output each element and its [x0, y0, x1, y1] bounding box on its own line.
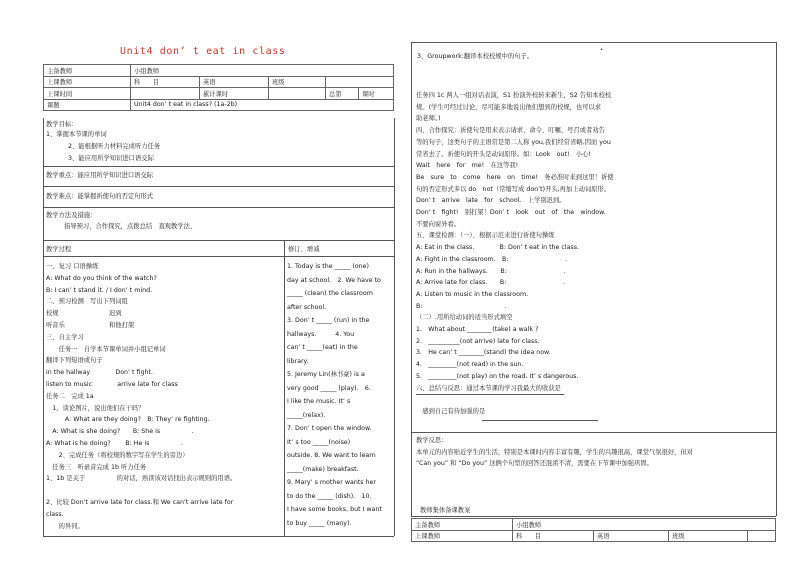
divider-objectives	[43, 166, 394, 167]
teaching-difficulty: 教学难点：能掌握祈使句的否定句形式	[46, 193, 154, 200]
content-line: 常省去了。祈使句的开头是动词原形。如：Look out! 小心!	[416, 150, 591, 158]
process-line: 一、复习 口语操练	[46, 263, 99, 270]
content-line: A: Fight in the classroom. B: .	[416, 255, 568, 263]
process-line: B: I can’ t stand it. / I don’ t mind.	[46, 286, 153, 294]
content-line: 2. __________(not arrive) late for class.	[416, 337, 540, 345]
bottom-label-class: 班级	[669, 530, 748, 542]
methods-heading: 教学方法及措施：	[46, 212, 97, 219]
content-line: 等的句子，这类句子的主语常是第二人称 you,我们经常省略,因而 you	[416, 138, 611, 146]
bottom-label-main-teacher: 主备教师	[412, 519, 513, 531]
header-subject-value: 英语	[200, 76, 269, 88]
header-time-value	[131, 88, 200, 100]
content-line: A: Arrive late for class. B: .	[416, 279, 566, 287]
bottom-heading: 教师集体备课教案	[420, 507, 471, 514]
process-line: 1、谈论图片，说出他们在干吗？	[46, 404, 145, 412]
divider-difficulty	[43, 207, 394, 208]
divider-process-header	[43, 256, 394, 257]
revision-line: outside. 8. We want to learn	[287, 452, 376, 459]
content-line: 四、合作探究：祈使句是用来表示请求、命令、叮嘱、号召或者劝告	[416, 127, 605, 135]
revision-line: 5. Jeremy Lin(林书豪) is a	[287, 371, 365, 378]
header-total-suffix: 课时	[359, 88, 394, 100]
right-frame-left	[411, 42, 412, 516]
lesson-title: Unit4 don’ t eat in class	[120, 46, 286, 57]
left-frame-bottom	[43, 536, 394, 537]
revision-line: hallways. 4. You	[287, 330, 355, 338]
divider-key	[43, 186, 394, 187]
answer-line	[482, 420, 598, 421]
process-line: 2、比较 Don’t arrive late for class.和 We can’t arrive late for	[46, 499, 234, 506]
right-frame-top	[411, 42, 776, 43]
divider-methods	[43, 240, 394, 241]
content-line: 任务四 1c 两人一组对话表演，S1 扮演外校转来新生，S2 告知本校校	[416, 92, 612, 99]
process-line: 任务一 自学本节课单词并小组记单词	[46, 345, 166, 353]
content-line: B: .	[416, 302, 507, 310]
objectives-heading: 教学目标：	[46, 121, 78, 128]
process-line: 听音乐 和他打架	[46, 322, 135, 329]
content-line: Don’ t fight! 别打架！Don’ t look out of the window.	[416, 209, 606, 216]
revision-line: to do the _____ (dish). 10.	[287, 492, 372, 500]
process-line: 任务二 完成 1a	[46, 392, 94, 400]
revise-heading: 修订、增减	[288, 246, 320, 253]
process-line: listen to music arrive late for class	[46, 381, 178, 388]
content-line: Don’ t arrive late for school. 上学别迟到。	[416, 197, 566, 205]
revision-line: 3. Don’ t _____ (run) in the	[287, 317, 370, 324]
content-line: 规。(学生可经过讨论，尽可能多地说出他们想到的校规，也可以求	[416, 103, 602, 111]
right-frame-bottom	[411, 516, 776, 517]
process-line: 任务三 听录音完成 1b 听力任务	[46, 463, 147, 471]
content-line: A: Listen to music in the classroom.	[416, 290, 529, 298]
content-line: 1. What about ________(take) a walk ?	[416, 326, 539, 333]
content-line: Be sure to come here on time! 务必准时来到这里！祈使	[416, 173, 614, 181]
content-line: 5. _________(not play) on the road. It’ s dangerous.	[416, 372, 579, 380]
objective-item: 2、能根据听力材料完成听力任务	[68, 143, 161, 150]
header-label-teacher: 上课教师	[44, 76, 131, 88]
revision-line: very good _____ (play). 6.	[287, 384, 371, 392]
header-label-main-teacher: 主备教师	[44, 65, 131, 77]
revision-line: can’ t _____(eat) in the	[287, 344, 358, 351]
process-line: 校规 迟到	[46, 310, 122, 318]
header-label-total: 总第	[326, 88, 359, 100]
content-line: 感到自己有待加强的是	[416, 407, 486, 415]
content-line: 不要向窗外看。	[416, 220, 461, 228]
content-line: 助老师。)	[416, 115, 441, 123]
reflection-line: “Can you” 和 “Do you” 这俩个句型的回答还混淆不清，需要在下节课中加强巩固。	[416, 460, 653, 467]
header-label-cumulative: 累计课时	[200, 88, 269, 100]
content-line: A: Eat in the class. B: Don’ t eat in the class.	[416, 244, 580, 252]
revision-line: 9. Mary’ s mother wants her	[287, 479, 377, 486]
process-line: 三、自主学习	[46, 333, 84, 341]
revision-line: to buy _____ (many).	[287, 519, 352, 527]
bottom-subject-value: 英语	[594, 530, 669, 542]
teaching-key-points: 教学重点：能应用所学知识进口语交际	[46, 172, 154, 179]
revision-line: 7. Don’ t open the window.	[287, 425, 372, 432]
process-line: 1、1b 是关于 的对话，熟读该对话找出表示规则的用语。	[46, 475, 237, 483]
bottom-label-teacher: 上课教师	[412, 530, 513, 542]
right-frame-right	[776, 42, 777, 516]
content-line: 五、课堂检测：（一）、根据示范来进行祈使句操练	[416, 232, 555, 240]
page-mark: •	[600, 47, 603, 53]
revision-line: day at school. 2. We have to	[287, 276, 381, 284]
process-line: 二、预习检测 写出下列词组	[46, 298, 128, 306]
process-line: 2、完成任务（将校规的数字写在学生的旁边）	[46, 451, 189, 459]
reflection-line: 本单元的内容贴近学生的生活，特别是本课时内容丰富有趣，学生的兴趣很高，课堂气氛很好，但对	[416, 449, 694, 456]
process-line: class.	[46, 510, 64, 518]
header-label-class: 班级	[269, 76, 326, 88]
process-line: 翻译下列短语或句子	[46, 357, 103, 365]
process-line: 的异同。	[46, 522, 84, 530]
header-group-teacher: 小组教师	[131, 65, 394, 77]
left-frame-left	[43, 118, 44, 536]
header-label-topic: 课题	[44, 99, 131, 111]
objective-item: 3、能应用所学知识进口语交际	[68, 155, 154, 162]
objective-item: 1、掌握本节课的单词	[46, 131, 107, 138]
content-line: （二）.用所给动词的适当形式填空	[416, 314, 513, 322]
content-line: 句的否定形式多以 do not（常缩写成 don’t)开头,再加上动词原形。	[416, 185, 611, 193]
content-line: 六、总结与反思：通过本节课的学习我最大的收获是	[416, 384, 561, 392]
content-line: Wait here for me! 在这等我!	[416, 162, 519, 170]
revision-line: I like the music. It’ s	[287, 398, 351, 405]
answer-line	[416, 394, 564, 395]
process-line: A: What do you think of the watch?	[46, 274, 157, 282]
process-line: in the hallway Don’ t fight.	[46, 369, 153, 377]
bottom-group-teacher: 小组教师	[513, 519, 776, 531]
left-frame-right	[394, 118, 395, 536]
process-line: A: What are they doing? B: They’ re fighting.	[46, 416, 210, 424]
content-line: A: Run in the hallways. B: .	[416, 267, 566, 275]
process-line: A: What is he doing? B: He is .	[46, 440, 183, 447]
reflection-heading: 教学反思：	[416, 437, 448, 444]
header-cumulative-value	[269, 88, 326, 100]
methods-text: 指导预习，合作探究，点拨总结 直观教学法、	[64, 223, 197, 230]
bottom-class-value	[747, 530, 775, 542]
header-label-time: 上课时间	[44, 88, 131, 100]
divider-revise-column	[284, 240, 285, 536]
process-line: A: What is she doing? B: She is .	[46, 428, 194, 436]
revision-line: I have some books, but I want	[287, 506, 382, 513]
revision-line: library.	[287, 357, 309, 365]
revision-line: It’ s too _____(noise)	[287, 438, 351, 446]
revision-line: _____ (clean) the classroom	[287, 290, 373, 297]
header-label-subject: 科 目	[131, 76, 200, 88]
revision-line: after school.	[287, 303, 327, 311]
bottom-label-subject: 科 目	[513, 530, 594, 542]
revision-line: 1. Today is the _____ (one)	[287, 263, 369, 270]
divider-reflection	[411, 432, 776, 433]
header-table	[43, 64, 394, 111]
header-topic-value: Unit4 don’ t eat in class? (1a-2b)	[131, 99, 394, 111]
content-line: 4. _________(not read) in the sun.	[416, 361, 524, 369]
process-heading: 教学过程	[46, 246, 72, 253]
revision-line: _____(make) breakfast.	[287, 465, 359, 473]
header-class-value	[326, 76, 394, 88]
revision-line: _____(relax).	[287, 411, 326, 419]
bottom-table	[411, 518, 776, 542]
groupwork-text: 3、Groupwork:翻译本校校规中的句子。	[417, 53, 534, 60]
content-line: 3. He can’ t ________(stand) the idea now.	[416, 349, 551, 357]
